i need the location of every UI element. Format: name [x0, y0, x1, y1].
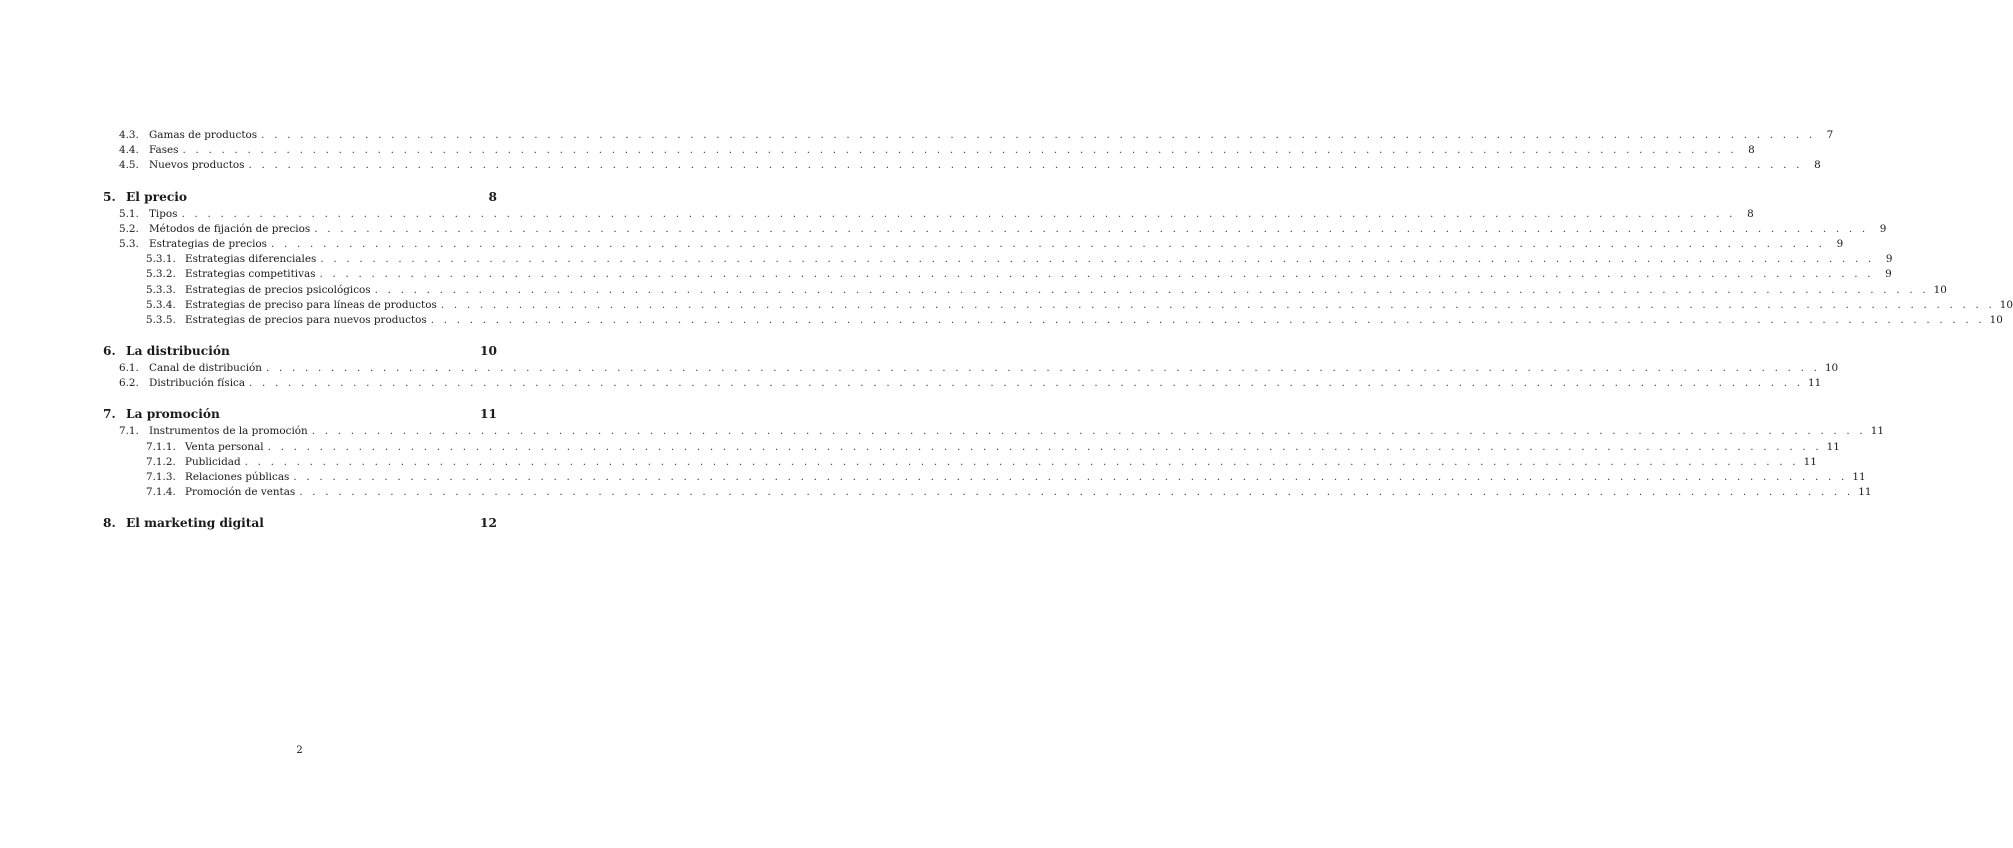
- toc-entry-number: 5.3.1.: [146, 253, 176, 266]
- toc-entry-title: El marketing digital: [126, 516, 264, 531]
- toc-section-entry[interactable]: [103, 404, 497, 424]
- section-gap: [103, 328, 497, 341]
- toc-subsection-entry[interactable]: [103, 252, 1893, 267]
- toc-subsection-entry[interactable]: [103, 207, 1754, 222]
- toc-section-entry[interactable]: [103, 513, 497, 533]
- toc-entry-number: 4.3.: [119, 129, 139, 141]
- toc-entry-number: 7.1.3.: [146, 471, 176, 483]
- toc-entry-number: 4.4.: [119, 144, 139, 157]
- toc-entry-title: Estrategias de precios psicológicos: [185, 283, 371, 296]
- toc-entry-title: Instrumentos de la promoción: [149, 425, 308, 438]
- section-gap: [103, 500, 497, 513]
- dot-leader: . . . . . . . . . . . . . . . . . . . . . . . . . . . . . . . . . . . . . . . . . . . . . . . . . . . . . . . . . . . . . . . . . . . . . . . . . . . . . . . . . . . . . . . . . . . . . . . . . . . . . . . . . . . . . . . . . . . . . . . .: [299, 486, 1854, 499]
- toc-entry-title: El precio: [126, 189, 188, 204]
- dot-leader: . . . . . . . . . . . . . . . . . . . . . . . . . . . . . . . . . . . . . . . . . . . . . . . . . . . . . . . . . . . . . . . . . . . . . . . . . . . . . . . . . . . . . . . . . . . . . . . . . . . . . . . . . . . . . . . . . . . . . . . .: [293, 471, 1848, 483]
- toc-subsection-entry[interactable]: [103, 237, 1844, 252]
- toc-entry-title: Venta personal: [185, 440, 264, 453]
- toc-entry-number: 7.: [103, 407, 116, 422]
- toc-entry-page-number: 12: [480, 516, 497, 531]
- toc-entry-page-number: 8: [1748, 144, 1755, 157]
- dot-leader: . . . . . . . . . . . . . . . . . . . . . . . . . . . . . . . . . . . . . . . . . . . . . . . . . . . . . . . . . . . . . . . . . . . . . . . . . . . . . . . . . . . . . . . . . . . . . . . . . . . . . . . . . . . . . . . . . . . . . . . .: [320, 253, 1875, 266]
- dot-leader: . . . . . . . . . . . . . . . . . . . . . . . . . . . . . . . . . . . . . . . . . . . . . . . . . . . . . . . . . . . . . . . . . . . . . . . . . . . . . . . . . . . . . . . . . . . . . . . . . . . . . . . . . . . . . . . . . . . . . . . .: [319, 268, 1874, 281]
- dot-leader: . . . . . . . . . . . . . . . . . . . . . . . . . . . . . . . . . . . . . . . . . . . . . . . . . . . . . . . . . . . . . . . . . . . . . . . . . . . . . . . . . . . . . . . . . . . . . . . . . . . . . . . . . . . . . . . . . . . . . . . .: [248, 159, 1803, 172]
- toc-entry-title: Canal de distribución: [149, 362, 262, 375]
- toc-subsection-entry[interactable]: [103, 128, 1834, 143]
- dot-leader: . . . . . . . . . . . . . . . . . . . . . . . . . . . . . . . . . . . . . . . . . . . . . . . . . . . . . . . . . . . . . . . . . . . . . . . . . . . . . . . . . . . . . . . . . . . . . . . . . . . . . . . . . . . . . . . . . . . . . . . .: [265, 362, 1821, 375]
- toc-subsection-entry[interactable]: [103, 376, 1822, 391]
- toc-entry-page-number: 11: [1808, 377, 1822, 390]
- toc-entry-page-number: 9: [1885, 268, 1892, 281]
- toc-entry-number: 5.3.4.: [146, 298, 176, 311]
- toc-entry-number: 7.1.2.: [146, 455, 176, 468]
- page-number: 2: [296, 744, 303, 756]
- dot-leader: . . . . . . . . . . . . . . . . . . . . . . . . . . . . . . . . . . . . . . . . . . . . . . . . . . . . . . . . . . . . . . . . . . . . . . . . . . . . . . . . . . . . . . . . . . . . . . . . . . . . . . . . . . . . . . . . . . . . . . . .: [181, 207, 1736, 220]
- toc-entry-page-number: 8: [488, 189, 497, 204]
- toc-entry-number: 5.3.5.: [146, 313, 176, 326]
- dot-leader: . . . . . . . . . . . . . . . . . . . . . . . . . . . . . . . . . . . . . . . . . . . . . . . . . . . . . . . . . . . . . . . . . . . . . . . . . . . . . . . . . . . . . . . . . . . . . . . . . . . . . . . . . . . . . . . . . . . . . . . .: [267, 440, 1822, 453]
- toc-subsection-entry[interactable]: [103, 143, 1755, 158]
- toc-section-entry[interactable]: [103, 187, 497, 207]
- toc-entry-page-number: 11: [1852, 471, 1866, 483]
- toc-subsection-entry[interactable]: [103, 361, 1839, 376]
- toc-entry-page-number: 8: [1814, 159, 1821, 172]
- toc-entry-number: 5.: [103, 189, 116, 204]
- toc-entry-title: Estrategias de precios: [149, 237, 267, 250]
- toc-entry-number: 4.5.: [119, 159, 139, 172]
- toc-entry-title: Estrategias competitivas: [185, 268, 316, 281]
- toc-subsection-entry[interactable]: [103, 158, 1821, 173]
- toc-entry-number: 5.3.2.: [146, 268, 176, 281]
- toc-entry-title: La promoción: [126, 407, 220, 422]
- toc-entry-title: Distribución física: [149, 377, 246, 390]
- toc-subsection-entry[interactable]: [103, 470, 1866, 485]
- toc-entry-page-number: 10: [1989, 313, 2003, 326]
- toc-entry-page-number: 10: [1824, 362, 1839, 375]
- toc-section-entry[interactable]: [103, 341, 497, 361]
- toc-subsection-entry[interactable]: [103, 267, 1892, 282]
- toc-entry-title: Gamas de productos: [149, 129, 258, 141]
- toc-entry-number: 5.1.: [119, 207, 139, 220]
- dot-leader: . . . . . . . . . . . . . . . . . . . . . . . . . . . . . . . . . . . . . . . . . . . . . . . . . . . . . . . . . . . . . . . . . . . . . . . . . . . . . . . . . . . . . . . . . . . . . . . . . . . . . . . . . . . . . . . . . . . . . . . .: [374, 283, 1929, 296]
- toc-entry-page-number: 10: [480, 344, 497, 359]
- toc-entry-number: 5.2.: [119, 222, 139, 235]
- toc-entry-number: 7.1.1.: [146, 440, 176, 453]
- toc-entry-page-number: 10: [1999, 298, 2013, 311]
- toc-entry-title: Promoción de ventas: [185, 486, 296, 499]
- toc-entry-number: 6.: [103, 344, 116, 359]
- toc-subsection-entry[interactable]: [103, 283, 1947, 298]
- toc-entry-page-number: 7: [1826, 129, 1834, 141]
- toc-subsection-entry[interactable]: [103, 424, 1884, 439]
- toc-entry-page-number: 11: [1803, 455, 1817, 468]
- toc-entry-page-number: 9: [1879, 222, 1887, 235]
- dot-leader: . . . . . . . . . . . . . . . . . . . . . . . . . . . . . . . . . . . . . . . . . . . . . . . . . . . . . . . . . . . . . . . . . . . . . . . . . . . . . . . . . . . . . . . . . . . . . . . . . . . . . . . . . . . . . . . . . . . . . . . .: [261, 129, 1816, 141]
- dot-leader: . . . . . . . . . . . . . . . . . . . . . . . . . . . . . . . . . . . . . . . . . . . . . . . . . . . . . . . . . . . . . . . . . . . . . . . . . . . . . . . . . . . . . . . . . . . . . . . . . . . . . . . . . . . . . . . . . . . . . . . .: [430, 313, 1985, 326]
- toc-entry-page-number: 10: [1933, 283, 1947, 296]
- toc-entry-title: Estrategias de precios para nuevos productos: [185, 313, 427, 326]
- toc-entry-number: 7.1.4.: [146, 486, 176, 499]
- section-gap: [103, 174, 497, 187]
- table-of-contents: [103, 128, 2013, 533]
- dot-leader: . . . . . . . . . . . . . . . . . . . . . . . . . . . . . . . . . . . . . . . . . . . . . . . . . . . . . . . . . . . . . . . . . . . . . . . . . . . . . . . . . . . . . . . . . . . . . . . . . . . . . . . . . . . . . . . . . . . . . . . .: [311, 425, 1866, 438]
- dot-leader: . . . . . . . . . . . . . . . . . . . . . . . . . . . . . . . . . . . . . . . . . . . . . . . . . . . . . . . . . . . . . . . . . . . . . . . . . . . . . . . . . . . . . . . . . . . . . . . . . . . . . . . . . . . . . . . . . . . . . . . .: [244, 455, 1799, 468]
- dot-leader: . . . . . . . . . . . . . . . . . . . . . . . . . . . . . . . . . . . . . . . . . . . . . . . . . . . . . . . . . . . . . . . . . . . . . . . . . . . . . . . . . . . . . . . . . . . . . . . . . . . . . . . . . . . . . . . . . . . . . . . .: [182, 144, 1737, 157]
- toc-subsection-entry[interactable]: [103, 455, 1817, 470]
- toc-entry-page-number: 11: [1870, 425, 1884, 438]
- toc-subsection-entry[interactable]: [103, 440, 1840, 455]
- toc-entry-number: 7.1.: [119, 425, 139, 438]
- toc-entry-title: Tipos: [149, 207, 178, 220]
- toc-entry-page-number: 8: [1747, 207, 1754, 220]
- dot-leader: . . . . . . . . . . . . . . . . . . . . . . . . . . . . . . . . . . . . . . . . . . . . . . . . . . . . . . . . . . . . . . . . . . . . . . . . . . . . . . . . . . . . . . . . . . . . . . . . . . . . . . . . . . . . . . . . . . . . . . . .: [249, 377, 1804, 390]
- toc-subsection-entry[interactable]: [103, 485, 1872, 500]
- toc-entry-number: 5.3.: [119, 237, 139, 250]
- toc-entry-title: Relaciones públicas: [185, 471, 290, 483]
- toc-entry-page-number: 11: [480, 407, 497, 422]
- toc-entry-number: 8.: [103, 516, 116, 531]
- dot-leader: . . . . . . . . . . . . . . . . . . . . . . . . . . . . . . . . . . . . . . . . . . . . . . . . . . . . . . . . . . . . . . . . . . . . . . . . . . . . . . . . . . . . . . . . . . . . . . . . . . . . . . . . . . . . . . . . . . . . . . . .: [271, 237, 1826, 250]
- toc-entry-page-number: 9: [1885, 253, 1893, 266]
- toc-entry-number: 5.3.3.: [146, 283, 176, 296]
- toc-subsection-entry[interactable]: [103, 222, 1887, 237]
- toc-subsection-entry[interactable]: [103, 298, 2013, 313]
- toc-entry-title: Estrategias diferenciales: [185, 253, 317, 266]
- toc-entry-title: La distribución: [126, 344, 230, 359]
- toc-entry-title: Nuevos productos: [149, 159, 245, 172]
- toc-entry-number: 6.2.: [119, 377, 139, 390]
- toc-entry-number: 6.1.: [119, 362, 139, 375]
- toc-entry-page-number: 9: [1836, 237, 1844, 250]
- toc-subsection-entry[interactable]: [103, 313, 2003, 328]
- toc-entry-page-number: 11: [1826, 440, 1840, 453]
- toc-entry-title: Publicidad: [185, 455, 241, 468]
- toc-entry-title: Métodos de fijación de precios: [149, 222, 311, 235]
- dot-leader: . . . . . . . . . . . . . . . . . . . . . . . . . . . . . . . . . . . . . . . . . . . . . . . . . . . . . . . . . . . . . . . . . . . . . . . . . . . . . . . . . . . . . . . . . . . . . . . . . . . . . . . . . . . . . . . . . . . . . . . .: [440, 298, 1996, 311]
- dot-leader: . . . . . . . . . . . . . . . . . . . . . . . . . . . . . . . . . . . . . . . . . . . . . . . . . . . . . . . . . . . . . . . . . . . . . . . . . . . . . . . . . . . . . . . . . . . . . . . . . . . . . . . . . . . . . . . . . . . . . . . .: [314, 222, 1869, 235]
- toc-entry-page-number: 11: [1858, 486, 1872, 499]
- toc-entry-title: Estrategias de preciso para líneas de productos: [185, 298, 437, 311]
- section-gap: [103, 391, 497, 404]
- toc-entry-title: Fases: [149, 144, 179, 157]
